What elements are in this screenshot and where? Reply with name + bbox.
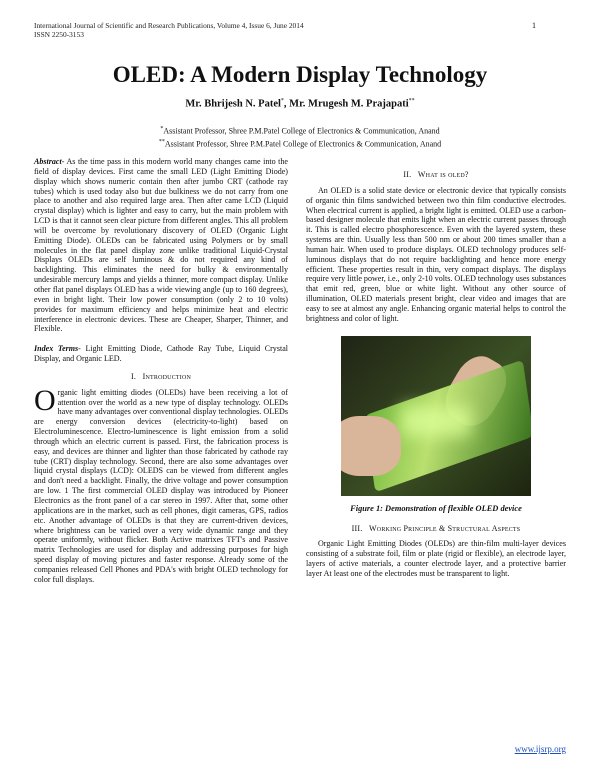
hand-shape <box>341 416 401 476</box>
index-terms-label: Index Terms- <box>34 344 81 354</box>
index-terms <box>34 344 288 364</box>
figure-flexible-oled-photo <box>341 336 531 496</box>
issn: ISSN 2250-3153 <box>34 30 84 39</box>
dropcap: O <box>34 383 56 417</box>
right-column <box>306 170 566 579</box>
page-number: 1 <box>532 21 536 30</box>
affiliation-1-mark: * <box>160 126 164 132</box>
section-heading-working-principle: III. Working Principle & Structural Aspects <box>351 523 521 533</box>
footer-url-link[interactable]: www.ijsrp.org <box>514 744 566 754</box>
section-heading-introduction: I. Introduction <box>130 371 192 381</box>
author-1: Mr. Bhrijesh N. Patel <box>185 98 281 110</box>
oled-glow <box>401 406 471 436</box>
abstract <box>34 157 288 334</box>
author-2-mark: ** <box>408 98 415 104</box>
author-1-mark: * <box>280 98 284 104</box>
affiliation-2-mark: ** <box>158 138 165 145</box>
working-principle-text: Organic Light Emitting Diodes (OLEDs) are thin-film multi-layer devices consisting of a substrate foil, film or plate (rigid or flexible), an electrode layer, layers of active materials, a counter electrode layer, and a protective barrier layer At least one of the electrodes must be transparent to light. <box>306 539 566 578</box>
author-2: Mr. Mrugesh M. Prajapati <box>289 98 409 110</box>
journal-header <box>34 21 304 39</box>
authors <box>0 98 600 110</box>
journal-name: International Journal of Scientific and Research Publications, Volume 4, Issue 6, June 2014 <box>34 21 304 30</box>
left-column <box>34 157 288 585</box>
section-heading-what-is-oled: II. What is oled? <box>403 170 469 179</box>
introduction-text: Organic light emitting diodes (OLEDs) have been receiving a lot of attention over the world as a new type of display technology. OLEDs have many advantages over conventional display technologies. OLEDs are energy conversion devices (electricity-to-light) based on Electroluminescence. Electro-luminescence is light emission from a solid through which an electric current is passed. First, the fabrication process is easy, and devices are thinner and lighter than those fabricated by cathode ray tube (CRT) display technology. Second, there are also some advantages over liquid crystal displays (LCD): OLEDS can be viewed from different angles and don't need a backlight. Finally, the drive voltage and power consumption are low. 1 The first commercial OLED display was introduced by Pioneer Electronics as the front panel of a car stereo in 1997. After that, some other applications are in the market, such as cell phones, digit cameras, GPS, radios etc. Another advantage of OLEDs is that they are current-driven devices, where brightness can be varied over a very wide dynamic range and they operate uniformly, without flicker. Both Active matrixes TFT's and Passive matrix Technologies are used for display and addressing purposes for high speed display of moving pictures and faster response. Already some of the companies released Cell Phones and PDA's with bright OLED technology for color full displays. <box>34 383 288 584</box>
abstract-text: As the time pass in this modern world many changes came into the field of display devices. First came the small LED (Light Emitting Diode) display which shows numeric contain then after jumbo CRT (cathode ray tubes) which is used today also but due bulkiness we do not carry from one place to another and also required large area. Then after came LCD (Liquid crystal display) which is lighter and easy to carry, but the main problem with LCD is that it cannot seen clear picture from different angles. This all problem will be overcome by revolutionary discovery of OLED (Organic Light Emitting Diode). OLEDs can be fabricated using Polymers or by small molecules in the flat panel display zone unlike traditional Liquid-Crystal Displays OLEDs are self luminous & do not required any kind of backlighting. This eliminates the need for bulky & environmentally undesirable mercury lamps and yields a thinner, more compact display. Unlike other flat panel displays OLED has a wide viewing angle (up to 160 degrees), even in bright light. Their low power consumption (only 2 to 10 volts) provides for maximum efficiency and helps minimize heat and electric interference in electronic devices. These are Cheaper, Sharper, Thinner, and Flexible. <box>34 157 288 334</box>
affiliation-1: *Assistant Professor, Shree P.M.Patel College of Electronics & Communication, Anand <box>160 126 440 136</box>
figure-caption: Figure 1: Demonstration of flexible OLED device <box>350 503 522 513</box>
affiliation-2: **Assistant Professor, Shree P.M.Patel College of Electronics & Communication, Anand <box>158 138 442 149</box>
what-is-oled-text: An OLED is a solid state device or electronic device that typically consists of organic thin films sandwiched between two thin film conductive electrodes. When electrical current is applied, a bright light is emitted. OLED use a carbon-based designer molecule that emits light when an electric current passes through it. This is called electro phosphorescence. Even with the layered system, these systems are thin. Usually less than 500 nm or about 200 times smaller than a human hair. When used to produce displays. OLED technology produces self-luminous displays that do not require backlighting and hence more energy efficient. These properties result in thin, very compact displays. The displays require very little power, i.e., only 2-10 volts. OLED technology uses substances that emit red, green, blue or white light. Without any other source of illumination, OLED materials present bright, clear video and images that are easy to see at almost any angle. Enhancing organic material helps to control the brightness and color of light. <box>306 185 566 323</box>
index-terms-text: Light Emitting Diode, Cathode Ray Tube, Liquid Crystal Display, and Organic LED. <box>34 344 289 364</box>
affiliations <box>0 124 600 149</box>
abstract-label: Abstract- <box>34 157 65 166</box>
author-separator: , <box>283 98 290 110</box>
paper-title: OLED: A Modern Display Technology <box>112 62 488 87</box>
